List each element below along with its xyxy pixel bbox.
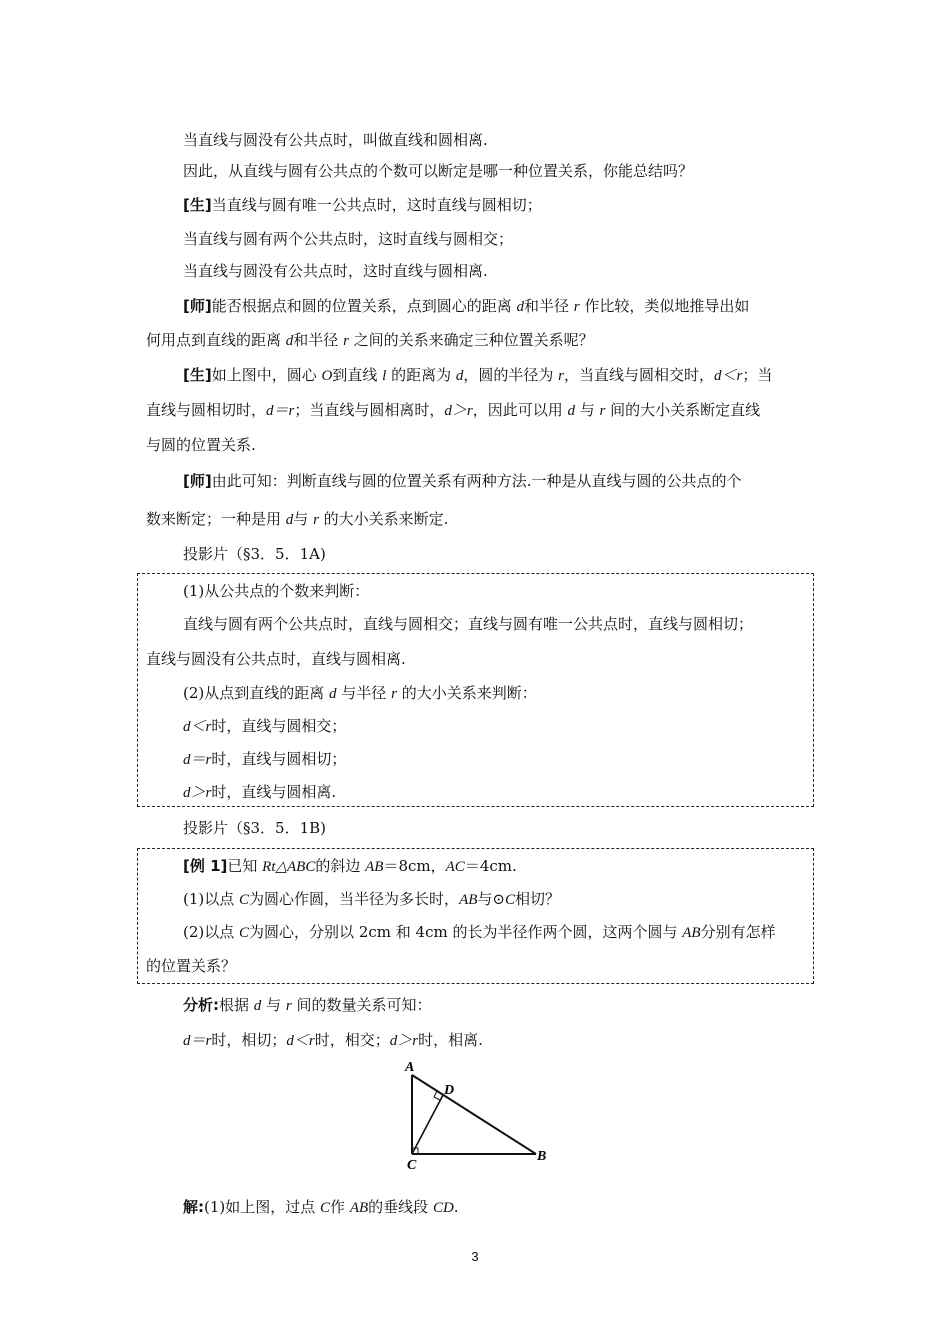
box-a-line3: 直线与圆没有公共点时，直线与圆相离. [146, 650, 406, 668]
box-a-line4: (2)从点到直线的距离 d 与半径 r 的大小关系来判断： [183, 684, 537, 702]
speaker-tag-teacher: [师] [183, 297, 212, 315]
box-a-rule-intersect: d＜r时，直线与圆相交； [183, 717, 347, 735]
para-student-answer-line2: 直线与圆相切时，d＝r；当直线与圆相离时，d＞r，因此可以用 d 与 r 间的大小关系断定直线 [146, 401, 761, 419]
para-separate-definition: 当直线与圆没有公共点时，叫做直线和圆相离. [183, 131, 488, 149]
speaker-tag-teacher: [师] [183, 472, 212, 490]
para-student-intersect: 当直线与圆有两个公共点时，这时直线与圆相交； [183, 230, 514, 248]
vertex-label-a: A [405, 1060, 415, 1075]
example-1-line4: 的位置关系？ [146, 957, 237, 975]
box-a-rule-tangent: d＝r时，直线与圆相切； [183, 750, 347, 768]
box-a-rule-separate: d＞r时，直线与圆相离. [183, 783, 337, 801]
para-student-separate: 当直线与圆没有公共点时，这时直线与圆相离. [183, 262, 488, 280]
example-1-line3: (2)以点 C为圆心，分别以 2cm 和 4cm 的长为半径作两个圆，这两个圆与 AB分别有怎样 [183, 923, 776, 941]
analysis-line2: d＝r时，相切；d＜r时，相交；d＞r时，相离. [183, 1031, 483, 1049]
projection-label-a: 投影片（§3．5．1A) [183, 545, 326, 563]
para-teacher-question-line1: [师]能否根据点和圆的位置关系，点到圆心的距离 d和半径 r 作比较，类似地推导出如 [183, 297, 750, 315]
para-teacher-conclusion-line2: 数来断定；一种是用 d与 r 的大小关系来断定. [146, 510, 449, 528]
speaker-tag-student: [生] [183, 196, 212, 214]
example-tag: [例 1] [183, 857, 228, 875]
speaker-tag-student: [生] [183, 366, 212, 384]
solution-line1: 解:(1)如上图，过点 C作 AB的垂线段 CD. [183, 1198, 459, 1216]
segment-ab [412, 1075, 536, 1154]
para-teacher-question-line2: 何用点到直线的距离 d和半径 r 之间的关系来确定三种位置关系呢？ [146, 331, 594, 349]
para-student-tangent: [生]当直线与圆有唯一公共点时，这时直线与圆相切； [183, 196, 542, 214]
para-question-summary: 因此，从直线与圆有公共点的个数可以断定是哪一种位置关系，你能总结吗？ [183, 162, 694, 180]
analysis-tag: 分析: [183, 996, 219, 1014]
page-number: 3 [471, 1249, 479, 1264]
solution-tag: 解: [183, 1198, 204, 1216]
para-student-answer-line1: [生]如上图中，圆心 O到直线 l 的距离为 d，圆的半径为 r，当直线与圆相交时，d＜r；当 [183, 366, 773, 384]
example-1-line2: (1)以点 C为圆心作圆，当半径为多长时，AB与⊙C相切？ [183, 890, 560, 908]
vertex-label-d: D [444, 1083, 455, 1098]
para-student-answer-line3: 与圆的位置关系. [146, 436, 256, 454]
vertex-label-b: B [537, 1149, 547, 1164]
para-teacher-conclusion-line1: [师]由此可知：判断直线与圆的位置关系有两种方法.一种是从直线与圆的公共点的个 [183, 472, 742, 490]
example-1-line1: [例 1]已知 Rt△ABC的斜边 AB＝8cm，AC＝4cm. [183, 857, 517, 875]
segment-cd [412, 1095, 443, 1154]
box-a-line2: 直线与圆有两个公共点时，直线与圆相交；直线与圆有唯一公共点时，直线与圆相切； [183, 615, 754, 633]
projection-label-b: 投影片（§3．5．1B) [183, 819, 327, 837]
triangle-figure [395, 1058, 560, 1173]
vertex-label-c: C [407, 1158, 417, 1173]
analysis-line1: 分析:根据 d 与 r 间的数量关系可知： [183, 996, 432, 1014]
box-a-line1: (1)从公共点的个数来判断： [183, 582, 370, 600]
